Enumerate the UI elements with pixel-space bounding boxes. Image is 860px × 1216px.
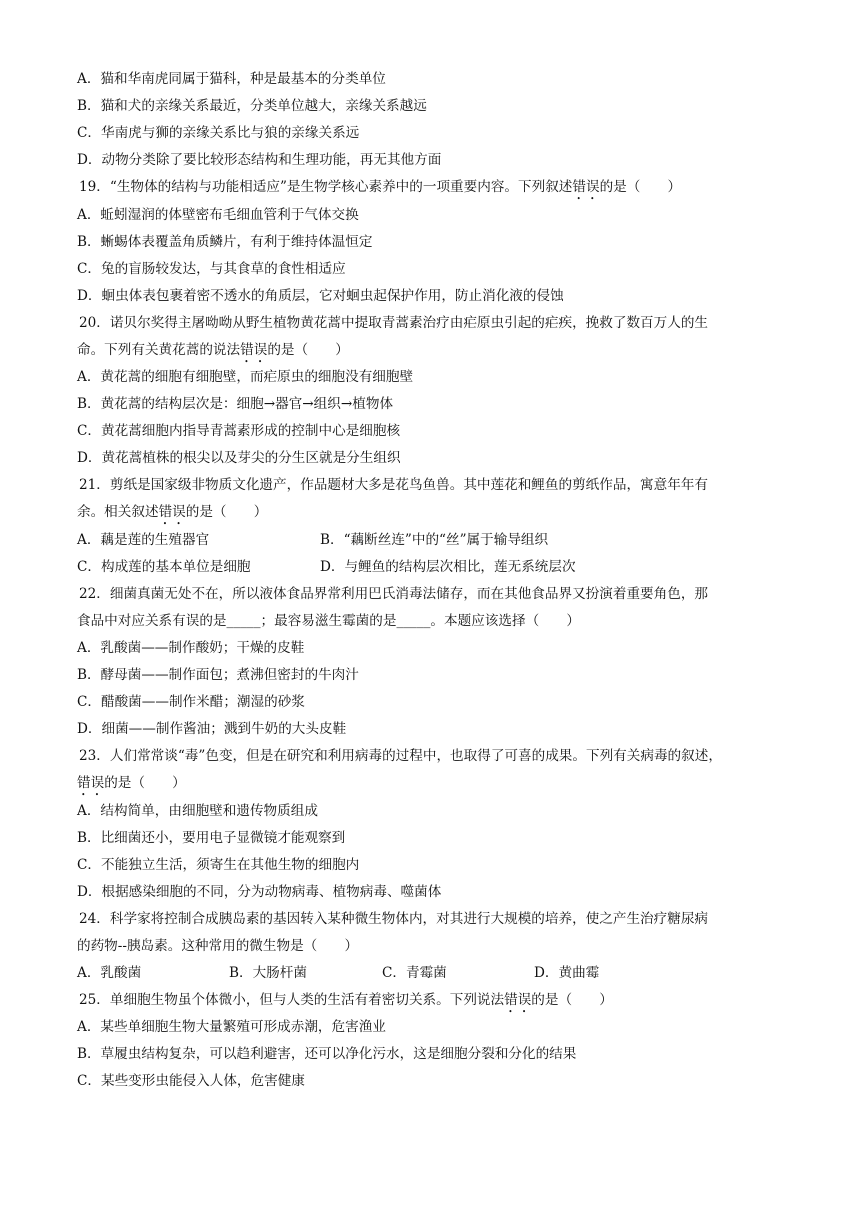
q21-option-d: D．与鲤鱼的结构层次相比，莲无系统层次 <box>320 559 576 575</box>
q23-option-b: B．比细菌还小，要用电子显微镜才能观察到 <box>77 830 346 846</box>
q22-option-c: C．醋酸菌——制作米醋；潮湿的砂浆 <box>77 694 305 710</box>
q24-stem-line1: 24．科学家将控制合成胰岛素的基因转入某种微生物体内，对其进行大规模的培养，使之产生治疗糖尿病 <box>79 911 709 927</box>
q24-option-b: B．大肠杆菌 <box>229 965 307 981</box>
q21-option-b: B．“藕断丝连”中的“丝”属于输导组织 <box>320 532 549 548</box>
q19-stem: 19．“生物体的结构与功能相适应”是生物学核心素养中的一项重要内容。下列叙述错误的是（ ） <box>79 179 682 195</box>
q18-option-c: C．华南虎与狮的亲缘关系比与狼的亲缘关系远 <box>77 125 360 141</box>
q20-emphasis: 错误 <box>240 342 268 358</box>
q19-emphasis: 错误 <box>572 179 600 195</box>
q25-option-b: B．草履虫结构复杂，可以趋利避害，还可以净化污水，这是细胞分裂和分化的结果 <box>77 1046 577 1062</box>
q23-stem-line2: 错误的是（ ） <box>77 775 186 791</box>
q24-option-a: A．乳酸菌 <box>77 965 142 981</box>
q20-option-c: C．黄花蒿细胞内指导青蒿素形成的控制中心是细胞核 <box>77 423 401 439</box>
q22-option-d: D．细菌——制作酱油；溅到牛奶的大头皮鞋 <box>77 721 347 737</box>
q25-option-c: C．某些变形虫能侵入人体，危害健康 <box>77 1073 305 1089</box>
q20-stem-line2: 命。下列有关黄花蒿的说法错误的是（ ） <box>77 342 349 358</box>
q24-option-d: D．黄曲霉 <box>534 965 600 981</box>
q25-emphasis: 错误 <box>504 992 532 1008</box>
q21-stem-line2: 余。相关叙述错误的是（ ） <box>77 504 268 520</box>
q19-option-b: B．蜥蜴体表覆盖角质鳞片，有利于维持体温恒定 <box>77 234 373 250</box>
q23-option-a: A．结构简单，由细胞壁和遗传物质组成 <box>77 803 318 819</box>
q20-option-a: A．黄花蒿的细胞有细胞壁，而疟原虫的细胞没有细胞壁 <box>77 369 414 385</box>
q25-stem: 25．单细胞生物虽个体微小，但与人类的生活有着密切关系。下列说法错误的是（ ） <box>79 992 613 1008</box>
q21-stem-line1: 21．剪纸是国家级非物质文化遗产，作品题材大多是花鸟鱼兽。其中莲花和鲤鱼的剪纸作品，寓意年年有 <box>79 477 709 493</box>
q23-option-c: C．不能独立生活，须寄生在其他生物的细胞内 <box>77 857 360 873</box>
q23-emphasis: 错误 <box>77 775 105 791</box>
q24-option-c: C．青霉菌 <box>382 965 447 981</box>
q19-option-a: A．蚯蚓湿润的体壁密布毛细血管利于气体交换 <box>77 207 359 223</box>
q21-option-c: C．构成莲的基本单位是细胞 <box>77 559 251 575</box>
q22-stem-line2: 食品中对应关系有误的是_____；最容易滋生霉菌的是_____。本题应该选择（ ） <box>77 613 580 629</box>
q22-option-a: A．乳酸菌——制作酸奶；干燥的皮鞋 <box>77 640 305 656</box>
q19-option-d: D．蛔虫体表包裹着密不透水的角质层，它对蛔虫起保护作用，防止消化液的侵蚀 <box>77 288 564 304</box>
q20-option-d: D．黄花蒿植株的根尖以及芽尖的分生区就是分生组织 <box>77 450 401 466</box>
q25-option-a: A．某些单细胞生物大量繁殖可形成赤潮，危害渔业 <box>77 1019 386 1035</box>
q23-stem-line1: 23．人们常常谈“毒”色变，但是在研究和利用病毒的过程中，也取得了可喜的成果。下列有关病毒的叙述， <box>79 748 722 764</box>
q22-option-b: B．酵母菌——制作面包；煮沸但密封的牛肉汁 <box>77 667 359 683</box>
q23-option-d: D．根据感染细胞的不同，分为动物病毒、植物病毒、噬菌体 <box>77 884 442 900</box>
q18-option-a: A．猫和华南虎同属于猫科，种是最基本的分类单位 <box>77 71 386 87</box>
q18-option-d: D．动物分类除了要比较形态结构和生理功能，再无其他方面 <box>77 152 442 168</box>
q22-stem-line1: 22．细菌真菌无处不在，所以液体食品界常利用巴氏消毒法储存，而在其他食品界又扮演着重要角色，那 <box>79 586 709 602</box>
q24-stem-line2: 的药物--胰岛素。这种常用的微生物是（ ） <box>77 938 359 954</box>
q21-option-a: A．藕是莲的生殖器官 <box>77 532 210 548</box>
q20-option-b: B．黄花蒿的结构层次是：细胞→器官→组织→植物体 <box>77 396 394 412</box>
q21-emphasis: 错误 <box>158 504 186 520</box>
q20-stem-line1: 20．诺贝尔奖得主屠呦呦从野生植物黄花蒿中提取青蒿素治疗由疟原虫引起的疟疾，挽救了数百万人的生 <box>79 315 709 331</box>
q19-option-c: C．兔的盲肠较发达，与其食草的食性相适应 <box>77 261 346 277</box>
q18-option-b: B．猫和犬的亲缘关系最近，分类单位越大，亲缘关系越远 <box>77 98 427 114</box>
